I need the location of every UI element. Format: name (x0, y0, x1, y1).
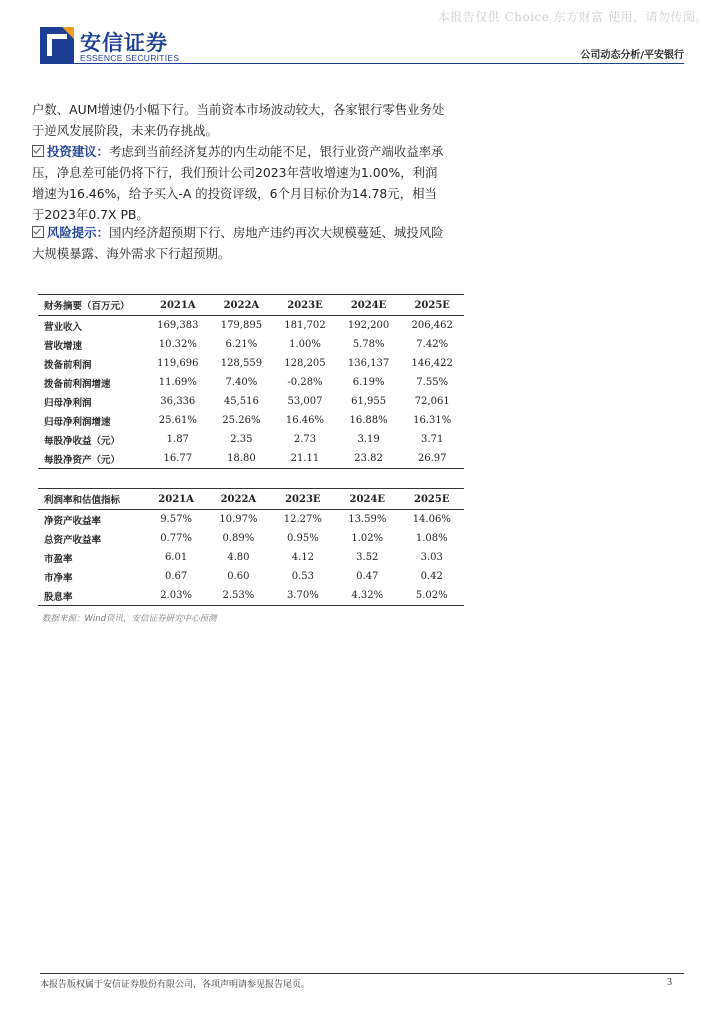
table-cell: 16.88% (349, 415, 388, 426)
table-row (38, 567, 464, 586)
row-label: 总资产收益率 (44, 534, 102, 546)
table-cell: 0.47 (356, 571, 379, 582)
table-cell: 7.40% (225, 377, 258, 388)
table-cell: 9.57% (160, 514, 192, 525)
table-row (38, 510, 464, 530)
source-note: 数据来源：Wind资讯，安信证券研究中心预测 (42, 614, 217, 624)
table-cell: 2.35 (230, 434, 253, 445)
header-cell: 2025E (400, 489, 464, 510)
table-row (38, 548, 464, 567)
table-cell: 26.97 (400, 449, 464, 469)
table-cell: 10.32% (158, 339, 197, 350)
table-cell: 1.08% (415, 533, 448, 544)
table-cell: 181,702 (284, 320, 326, 331)
table-cell: 14.06% (412, 514, 451, 525)
table-cell: 5.02% (400, 586, 464, 606)
header-cell: 2021A (146, 295, 210, 316)
valuation-table (38, 488, 464, 606)
row-label: 净资产收益率 (44, 515, 102, 527)
header-cell: 2024E (335, 489, 399, 510)
paragraph-risk-warning (32, 222, 446, 264)
table-row (38, 392, 464, 411)
table-cell: 16.31% (413, 415, 452, 426)
table-cell: 3.70% (271, 586, 335, 606)
header-divider (40, 63, 684, 64)
header-cell: 利润率和估值指标 (38, 489, 146, 510)
brand-name-cn: 安信证券 (80, 31, 168, 55)
table-cell: 3.52 (356, 552, 379, 563)
checkbox-icon (32, 226, 44, 238)
row-label: 每股净收益（元） (44, 435, 121, 447)
table-header-row (38, 295, 464, 316)
row-label: 营业收入 (44, 321, 83, 333)
table-cell: 0.89% (222, 533, 255, 544)
table-cell: 206,462 (411, 320, 453, 331)
table-cell: 23.82 (337, 449, 401, 469)
brand-name-en: ESSENCE SECURITIES (80, 53, 180, 63)
paragraph-retail: 户数、AUM增速仍小幅下行。当前资本市场波动较大，各家银行零售业务处于逆风发展阶段，未来仍存挑战。 (32, 102, 445, 138)
risk-warning-lead: 风险提示： (47, 225, 109, 240)
risk-warning-body: 国内经济超预期下行、房地产违约再次大规模蔓延、城投风险大规模暴露、海外需求下行超预期。 (32, 225, 444, 261)
table-row (38, 335, 464, 354)
table-cell: 4.32% (335, 586, 399, 606)
table-cell: 61,955 (351, 396, 387, 407)
row-label: 拨备前利润 (44, 359, 92, 371)
table-cell: 0.77% (160, 533, 192, 544)
table-row (38, 586, 464, 606)
report-type: 公司动态分析/平安银行 (580, 50, 684, 61)
table-cell: 16.46% (285, 415, 325, 426)
table-cell: 1.02% (351, 533, 384, 544)
table-cell: 179,895 (220, 320, 263, 331)
header-cell: 2022A (210, 295, 274, 316)
table-cell: 2.73 (293, 434, 317, 445)
table-cell: 11.69% (158, 377, 197, 388)
table-cell: 10.97% (219, 514, 258, 525)
table-cell: 25.61% (158, 415, 197, 426)
header-cell: 2025E (400, 295, 464, 316)
table-cell: 128,205 (284, 358, 326, 369)
table-cell: 36,336 (160, 396, 196, 407)
page-number: 3 (667, 977, 672, 988)
table-row (38, 430, 464, 449)
footer-disclaimer: 本报告版权属于安信证券股份有限公司，各项声明请参见报告尾页。 (40, 980, 311, 990)
table-cell: 5.78% (352, 339, 385, 350)
investment-advice-body: 考虑到当前经济复苏的内生动能不足，银行业资产端收益率承压，净息差可能仍将下行，我们预计公司2023年营收增速为1.00%，利润增速为16.46%，给予买入-A 的投资评级，6个月目标价为14.78元，相当于2023年0.7X PB。 (32, 144, 444, 222)
table-row (38, 449, 464, 469)
table-cell: 13.59% (348, 514, 387, 525)
table-cell: 12.27% (283, 514, 322, 525)
table-cell: 4.12 (291, 552, 314, 563)
table-row (38, 529, 464, 548)
table-cell: 72,061 (414, 396, 450, 407)
table-cell: 192,200 (347, 320, 390, 331)
table-cell: 3.19 (357, 434, 380, 445)
row-label: 拨备前利润增速 (44, 378, 111, 390)
table-row (38, 411, 464, 430)
table-cell: 53,007 (287, 396, 323, 407)
header-cell: 财务摘要（百万元） (38, 295, 146, 316)
table-cell: 7.42% (416, 339, 449, 350)
table-cell: 21.11 (273, 449, 337, 469)
header-cell: 2024E (337, 295, 401, 316)
table-cell: 0.60 (227, 571, 250, 582)
table-cell: 128,559 (220, 358, 263, 369)
table-cell: 25.26% (222, 415, 261, 426)
table-cell: 4.80 (227, 552, 250, 563)
table-cell: 0.53 (291, 571, 314, 582)
logo-mark-icon (40, 27, 74, 63)
table-cell: -0.28% (287, 377, 323, 388)
company-logo (40, 27, 220, 67)
table-cell: 3.03 (420, 552, 443, 563)
header-cell: 2023E (273, 295, 337, 316)
table-cell: 3.71 (421, 434, 444, 445)
table-cell: 0.95% (286, 533, 319, 544)
table-cell: 2.03% (146, 586, 206, 606)
row-label: 归母净利润增速 (44, 416, 111, 428)
header-cell: 2022A (206, 489, 270, 510)
table-row (38, 316, 464, 336)
table-cell: 1.87 (166, 434, 189, 445)
table-cell: 6.21% (225, 339, 258, 350)
table-cell: 18.80 (210, 449, 274, 469)
table-cell: 1.00% (289, 339, 321, 350)
header-cell: 2021A (146, 489, 206, 510)
table-cell: 136,137 (347, 358, 390, 369)
table-cell: 45,516 (223, 396, 259, 407)
table-cell: 146,422 (411, 358, 453, 369)
table-cell: 119,696 (157, 358, 199, 369)
table-row (38, 373, 464, 392)
footer-divider (40, 973, 684, 974)
table-header-row (38, 489, 464, 510)
financial-summary-table (38, 294, 464, 469)
investment-advice-lead: 投资建议： (47, 144, 109, 159)
header-cell: 2023E (271, 489, 335, 510)
table-cell: 6.01 (164, 552, 188, 563)
table-cell: 7.55% (416, 377, 449, 388)
table-cell: 0.42 (420, 571, 443, 582)
row-label: 营收增速 (44, 340, 83, 352)
row-label: 市盈率 (44, 553, 73, 565)
row-label: 归母净利润 (44, 397, 92, 409)
table-cell: 6.19% (352, 377, 385, 388)
table-cell: 0.67 (164, 571, 188, 582)
table-cell: 169,383 (157, 320, 199, 331)
row-label: 每股净资产（元） (38, 449, 146, 469)
checkbox-icon (32, 145, 44, 157)
table-row (38, 354, 464, 373)
table-cell: 2.53% (206, 586, 270, 606)
watermark-text: 本报告仅供 Choice 东方财富 使用，请勿传阅。 (437, 10, 708, 24)
table-cell: 16.77 (146, 449, 210, 469)
paragraph-investment-advice (32, 141, 446, 225)
row-label: 股息率 (38, 586, 146, 606)
row-label: 市净率 (44, 572, 73, 584)
